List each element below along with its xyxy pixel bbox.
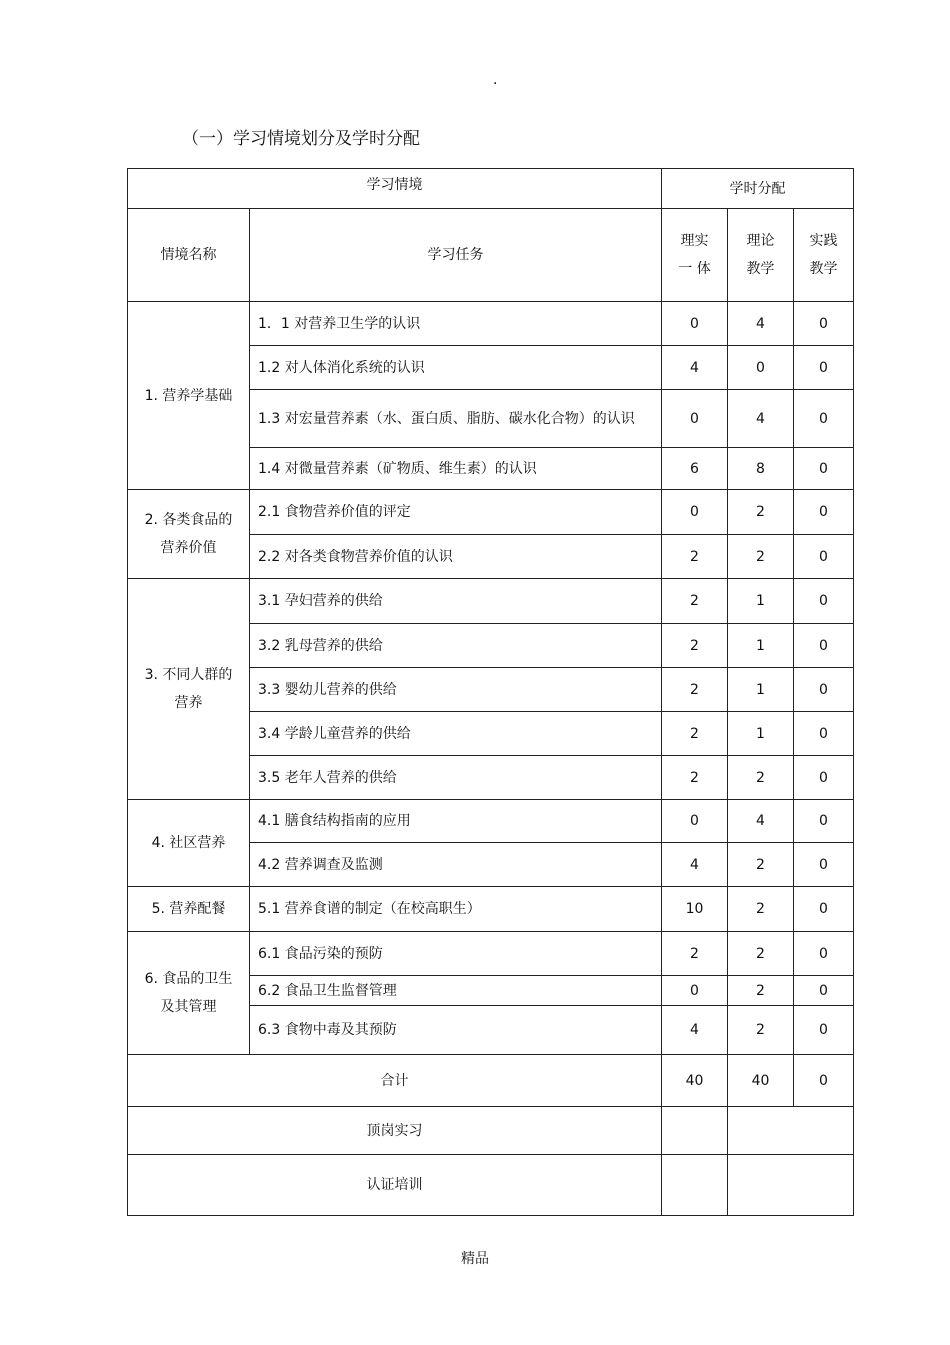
practice-hours: 0 (794, 624, 854, 668)
practice-hours: 0 (794, 448, 854, 490)
practice-hours: 0 (794, 668, 854, 712)
integrated-hours: 6 (662, 448, 728, 490)
practice-hours: 0 (794, 1006, 854, 1055)
certification-label: 认证培训 (128, 1155, 662, 1216)
total-row (128, 1055, 854, 1107)
task-cell: 6.2 食品卫生监督管理 (250, 976, 662, 1006)
table-row (128, 800, 854, 843)
integrated-hours: 2 (662, 535, 728, 579)
situation-name: 2. 各类食品的营养价值 (128, 490, 250, 579)
header-row-1 (128, 169, 854, 209)
internship-cell-wide (728, 1107, 854, 1155)
task-cell: 1.2 对人体消化系统的认识 (250, 346, 662, 390)
total-label: 合计 (128, 1055, 662, 1107)
section-heading: （一）学习情境划分及学时分配 (182, 129, 420, 149)
header-situation: 学习情境 (128, 169, 662, 209)
col-theory-header: 理论 教学 (728, 209, 794, 302)
situation-name: 1. 营养学基础 (128, 302, 250, 490)
header-hours: 学时分配 (662, 169, 854, 209)
certification-row (128, 1155, 854, 1216)
integrated-hours: 0 (662, 800, 728, 843)
theory-hours: 0 (728, 346, 794, 390)
top-mark: . (493, 72, 498, 88)
header-row-2 (128, 209, 854, 302)
integrated-hours: 2 (662, 624, 728, 668)
practice-hours: 0 (794, 887, 854, 932)
internship-cell (662, 1107, 728, 1155)
task-cell: 3.3 婴幼儿营养的供给 (250, 668, 662, 712)
theory-hours: 1 (728, 712, 794, 756)
integrated-hours: 0 (662, 302, 728, 346)
internship-label: 顶岗实习 (128, 1107, 662, 1155)
theory-hours: 2 (728, 932, 794, 976)
schedule-table (127, 168, 854, 1216)
table-row (128, 579, 854, 624)
theory-hours: 2 (728, 976, 794, 1006)
situation-name: 5. 营养配餐 (128, 887, 250, 932)
total-practice: 0 (794, 1055, 854, 1107)
task-cell: 6.1 食品污染的预防 (250, 932, 662, 976)
integrated-hours: 2 (662, 668, 728, 712)
table-row (128, 887, 854, 932)
internship-row (128, 1107, 854, 1155)
practice-hours: 0 (794, 390, 854, 448)
certification-cell (662, 1155, 728, 1216)
integrated-hours: 4 (662, 843, 728, 887)
footer-mark: 精品 (461, 1251, 489, 1267)
theory-hours: 2 (728, 1006, 794, 1055)
theory-hours: 4 (728, 390, 794, 448)
practice-hours: 0 (794, 843, 854, 887)
integrated-hours: 0 (662, 390, 728, 448)
theory-hours: 2 (728, 490, 794, 535)
table-row (128, 302, 854, 346)
theory-hours: 2 (728, 843, 794, 887)
integrated-hours: 2 (662, 756, 728, 800)
col-task-header: 学习任务 (250, 209, 662, 302)
situation-name: 4. 社区营养 (128, 800, 250, 887)
task-cell: 3.4 学龄儿童营养的供给 (250, 712, 662, 756)
task-cell: 6.3 食物中毒及其预防 (250, 1006, 662, 1055)
integrated-hours: 4 (662, 1006, 728, 1055)
practice-hours: 0 (794, 490, 854, 535)
theory-hours: 8 (728, 448, 794, 490)
theory-hours: 1 (728, 579, 794, 624)
task-cell: 4.2 营养调查及监测 (250, 843, 662, 887)
total-integrated: 40 (662, 1055, 728, 1107)
task-cell: 3.5 老年人营养的供给 (250, 756, 662, 800)
practice-hours: 0 (794, 579, 854, 624)
practice-hours: 0 (794, 346, 854, 390)
integrated-hours: 10 (662, 887, 728, 932)
practice-hours: 0 (794, 302, 854, 346)
total-theory: 40 (728, 1055, 794, 1107)
integrated-hours: 0 (662, 976, 728, 1006)
integrated-hours: 2 (662, 579, 728, 624)
task-cell: 1.3 对宏量营养素（水、蛋白质、脂肪、碳水化合物）的认识 (250, 390, 662, 448)
table-row (128, 490, 854, 535)
practice-hours: 0 (794, 800, 854, 843)
certification-cell-wide (728, 1155, 854, 1216)
col-integrated-header: 理实 一 体 (662, 209, 728, 302)
theory-hours: 4 (728, 302, 794, 346)
situation-name: 3. 不同人群的营养 (128, 579, 250, 800)
theory-hours: 1 (728, 668, 794, 712)
theory-hours: 1 (728, 624, 794, 668)
col-name-header: 情境名称 (128, 209, 250, 302)
task-cell: 2.1 食物营养价值的评定 (250, 490, 662, 535)
col-practice-header: 实践 教学 (794, 209, 854, 302)
theory-hours: 4 (728, 800, 794, 843)
task-cell: 3.2 乳母营养的供给 (250, 624, 662, 668)
integrated-hours: 2 (662, 712, 728, 756)
practice-hours: 0 (794, 712, 854, 756)
theory-hours: 2 (728, 756, 794, 800)
task-cell: 5.1 营养食谱的制定（在校高职生） (250, 887, 662, 932)
theory-hours: 2 (728, 535, 794, 579)
task-cell: 2.2 对各类食物营养价值的认识 (250, 535, 662, 579)
table-row (128, 932, 854, 976)
practice-hours: 0 (794, 932, 854, 976)
integrated-hours: 2 (662, 932, 728, 976)
integrated-hours: 0 (662, 490, 728, 535)
practice-hours: 0 (794, 976, 854, 1006)
practice-hours: 0 (794, 756, 854, 800)
practice-hours: 0 (794, 535, 854, 579)
theory-hours: 2 (728, 887, 794, 932)
integrated-hours: 4 (662, 346, 728, 390)
task-cell: 4.1 膳食结构指南的应用 (250, 800, 662, 843)
task-cell: 3.1 孕妇营养的供给 (250, 579, 662, 624)
task-cell: 1.4 对微量营养素（矿物质、维生素）的认识 (250, 448, 662, 490)
task-cell: 1．1 对营养卫生学的认识 (250, 302, 662, 346)
situation-name: 6. 食品的卫生及其管理 (128, 932, 250, 1055)
